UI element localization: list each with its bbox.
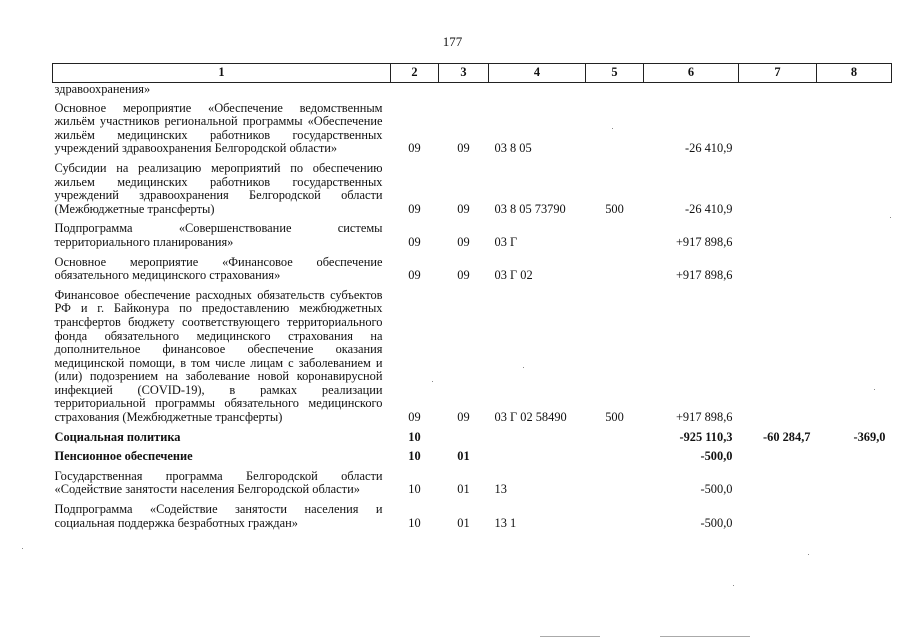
table-row (53, 219, 892, 252)
row-target-code (489, 447, 586, 467)
bottom-rule (660, 636, 750, 637)
row-expense-type (586, 447, 644, 467)
row-expense-type: 500 (605, 410, 624, 425)
column-header: 3 (439, 64, 489, 83)
scan-speck (22, 548, 23, 549)
row-amount-2023 (817, 99, 892, 159)
row-target-code (489, 428, 586, 448)
scan-speck (432, 381, 433, 382)
row-subsection: 09 (457, 234, 470, 249)
row-amount-2022: -60 284,7 (763, 429, 811, 444)
continuation-row (53, 83, 892, 99)
table-row (53, 500, 892, 533)
row-amount-2022 (739, 447, 817, 467)
row-target-code: 03 Г 02 58490 (494, 410, 567, 425)
column-header: 2 (391, 64, 439, 83)
row-subsection: 09 (457, 410, 470, 425)
row-expense-type (586, 219, 644, 252)
row-subsection: 09 (457, 268, 470, 283)
row-subsection: 01 (457, 449, 470, 464)
row-section: 09 (408, 234, 421, 249)
row-amount-2023 (817, 253, 892, 286)
row-target-code: 13 1 (494, 515, 517, 530)
budget-table (52, 63, 892, 533)
row-subsection: 09 (457, 141, 470, 156)
row-amount-2021: +917 898,6 (675, 268, 733, 283)
table-header-row (53, 64, 892, 83)
row-amount-2022 (739, 99, 817, 159)
page-number: 177 (442, 34, 463, 49)
row-subsection (439, 428, 489, 448)
row-amount-2023 (817, 447, 892, 467)
row-amount-2022 (739, 286, 817, 428)
scan-speck (874, 389, 875, 390)
row-amount-2021: -500,0 (700, 482, 733, 497)
row-amount-2021: -26 410,9 (685, 201, 733, 216)
row-description: Основное мероприятие «Обеспечение ведомственным жильём участников региональной программы «Обеспечение жильём медицинских работников государственных учреждений здравоохранения Белгородской области» (54, 100, 383, 156)
column-header: 6 (644, 64, 739, 83)
column-header: 5 (586, 64, 644, 83)
row-expense-type (586, 99, 644, 159)
row-amount-2023 (817, 467, 892, 500)
table-row (53, 159, 892, 219)
row-description: Финансовое обеспечение расходных обязательств субъектов РФ и г. Байконура по предоставлению межбюджетных трансфертов бюджету соответствующего территориального фонда обязательного медицинского страхования на дополнительное финансовое обеспечение оказания медицинской помощи, в том числе лицам с заболеванием и (или) подозрением на заболевание новой коронавирусной инфекцией (COVID-19), в рамках реализации территориальной программы обязательного медицинского страхования (Межбюджетные трансферты) (54, 287, 383, 425)
table-row (53, 286, 892, 428)
row-amount-2022 (739, 500, 817, 533)
row-section: 10 (408, 515, 421, 530)
row-section: 09 (408, 201, 421, 216)
table-row (53, 428, 892, 448)
row-expense-type (586, 500, 644, 533)
scan-speck (612, 128, 613, 129)
scan-speck (808, 554, 809, 555)
column-header: 7 (739, 64, 817, 83)
row-description: Субсидии на реализацию мероприятий по обеспечению жильем медицинских работников государственных учреждений здравоохранения Белгородской области (Межбюджетные трансферты) (54, 160, 383, 216)
row-expense-type (586, 428, 644, 448)
row-amount-2022 (739, 159, 817, 219)
row-amount-2021: -500,0 (700, 449, 733, 464)
column-header: 4 (489, 64, 586, 83)
row-amount-2021: -925 110,3 (679, 429, 733, 444)
row-amount-2023: -369,0 (853, 429, 886, 444)
row-description: Пенсионное обеспечение (54, 449, 193, 464)
row-expense-type (586, 253, 644, 286)
table-row (53, 99, 892, 159)
bottom-rule (540, 636, 600, 637)
table-row (53, 467, 892, 500)
row-section: 10 (408, 449, 421, 464)
table-row (53, 253, 892, 286)
column-header: 8 (817, 64, 892, 83)
row-target-code: 13 (494, 482, 507, 497)
row-target-code: 03 Г 02 (494, 268, 533, 283)
scan-speck (890, 217, 891, 218)
row-amount-2022 (739, 253, 817, 286)
row-amount-2021: -26 410,9 (685, 141, 733, 156)
row-target-code: 03 8 05 (494, 141, 532, 156)
scan-speck (733, 585, 734, 586)
table-row (53, 447, 892, 467)
row-description: Государственная программа Белгородской области «Содействие занятости населения Белгородской области» (54, 468, 383, 497)
column-header: 1 (53, 64, 391, 83)
row-section: 09 (408, 141, 421, 156)
row-section: 09 (408, 410, 421, 425)
row-amount-2023 (817, 159, 892, 219)
row-section: 09 (408, 268, 421, 283)
row-amount-2022 (739, 219, 817, 252)
row-description: Подпрограмма «Содействие занятости населения и социальная поддержка безработных граждан» (54, 502, 383, 530)
row-target-code: 03 8 05 73790 (494, 201, 566, 216)
row-amount-2023 (817, 500, 892, 533)
row-expense-type: 500 (605, 201, 624, 216)
row-amount-2022 (739, 467, 817, 500)
scan-speck (523, 367, 524, 368)
row-amount-2021: +917 898,6 (675, 410, 733, 425)
row-subsection: 01 (457, 482, 470, 497)
row-subsection: 01 (457, 515, 470, 530)
row-target-code: 03 Г (494, 234, 518, 249)
row-section: 10 (408, 482, 421, 497)
row-amount-2021: -500,0 (700, 515, 733, 530)
row-amount-2023 (817, 219, 892, 252)
row-section: 10 (408, 429, 421, 444)
row-description: Основное мероприятие «Финансовое обеспечение обязательного медицинского страхования» (54, 254, 383, 283)
row-subsection: 09 (457, 201, 470, 216)
row-amount-2023 (817, 286, 892, 428)
row-expense-type (586, 467, 644, 500)
row-description: Подпрограмма «Совершенствование системы территориального планирования» (54, 221, 383, 249)
continuation-text: здравоохранения» (54, 82, 151, 96)
row-amount-2021: +917 898,6 (675, 234, 733, 249)
row-description: Социальная политика (54, 429, 181, 444)
